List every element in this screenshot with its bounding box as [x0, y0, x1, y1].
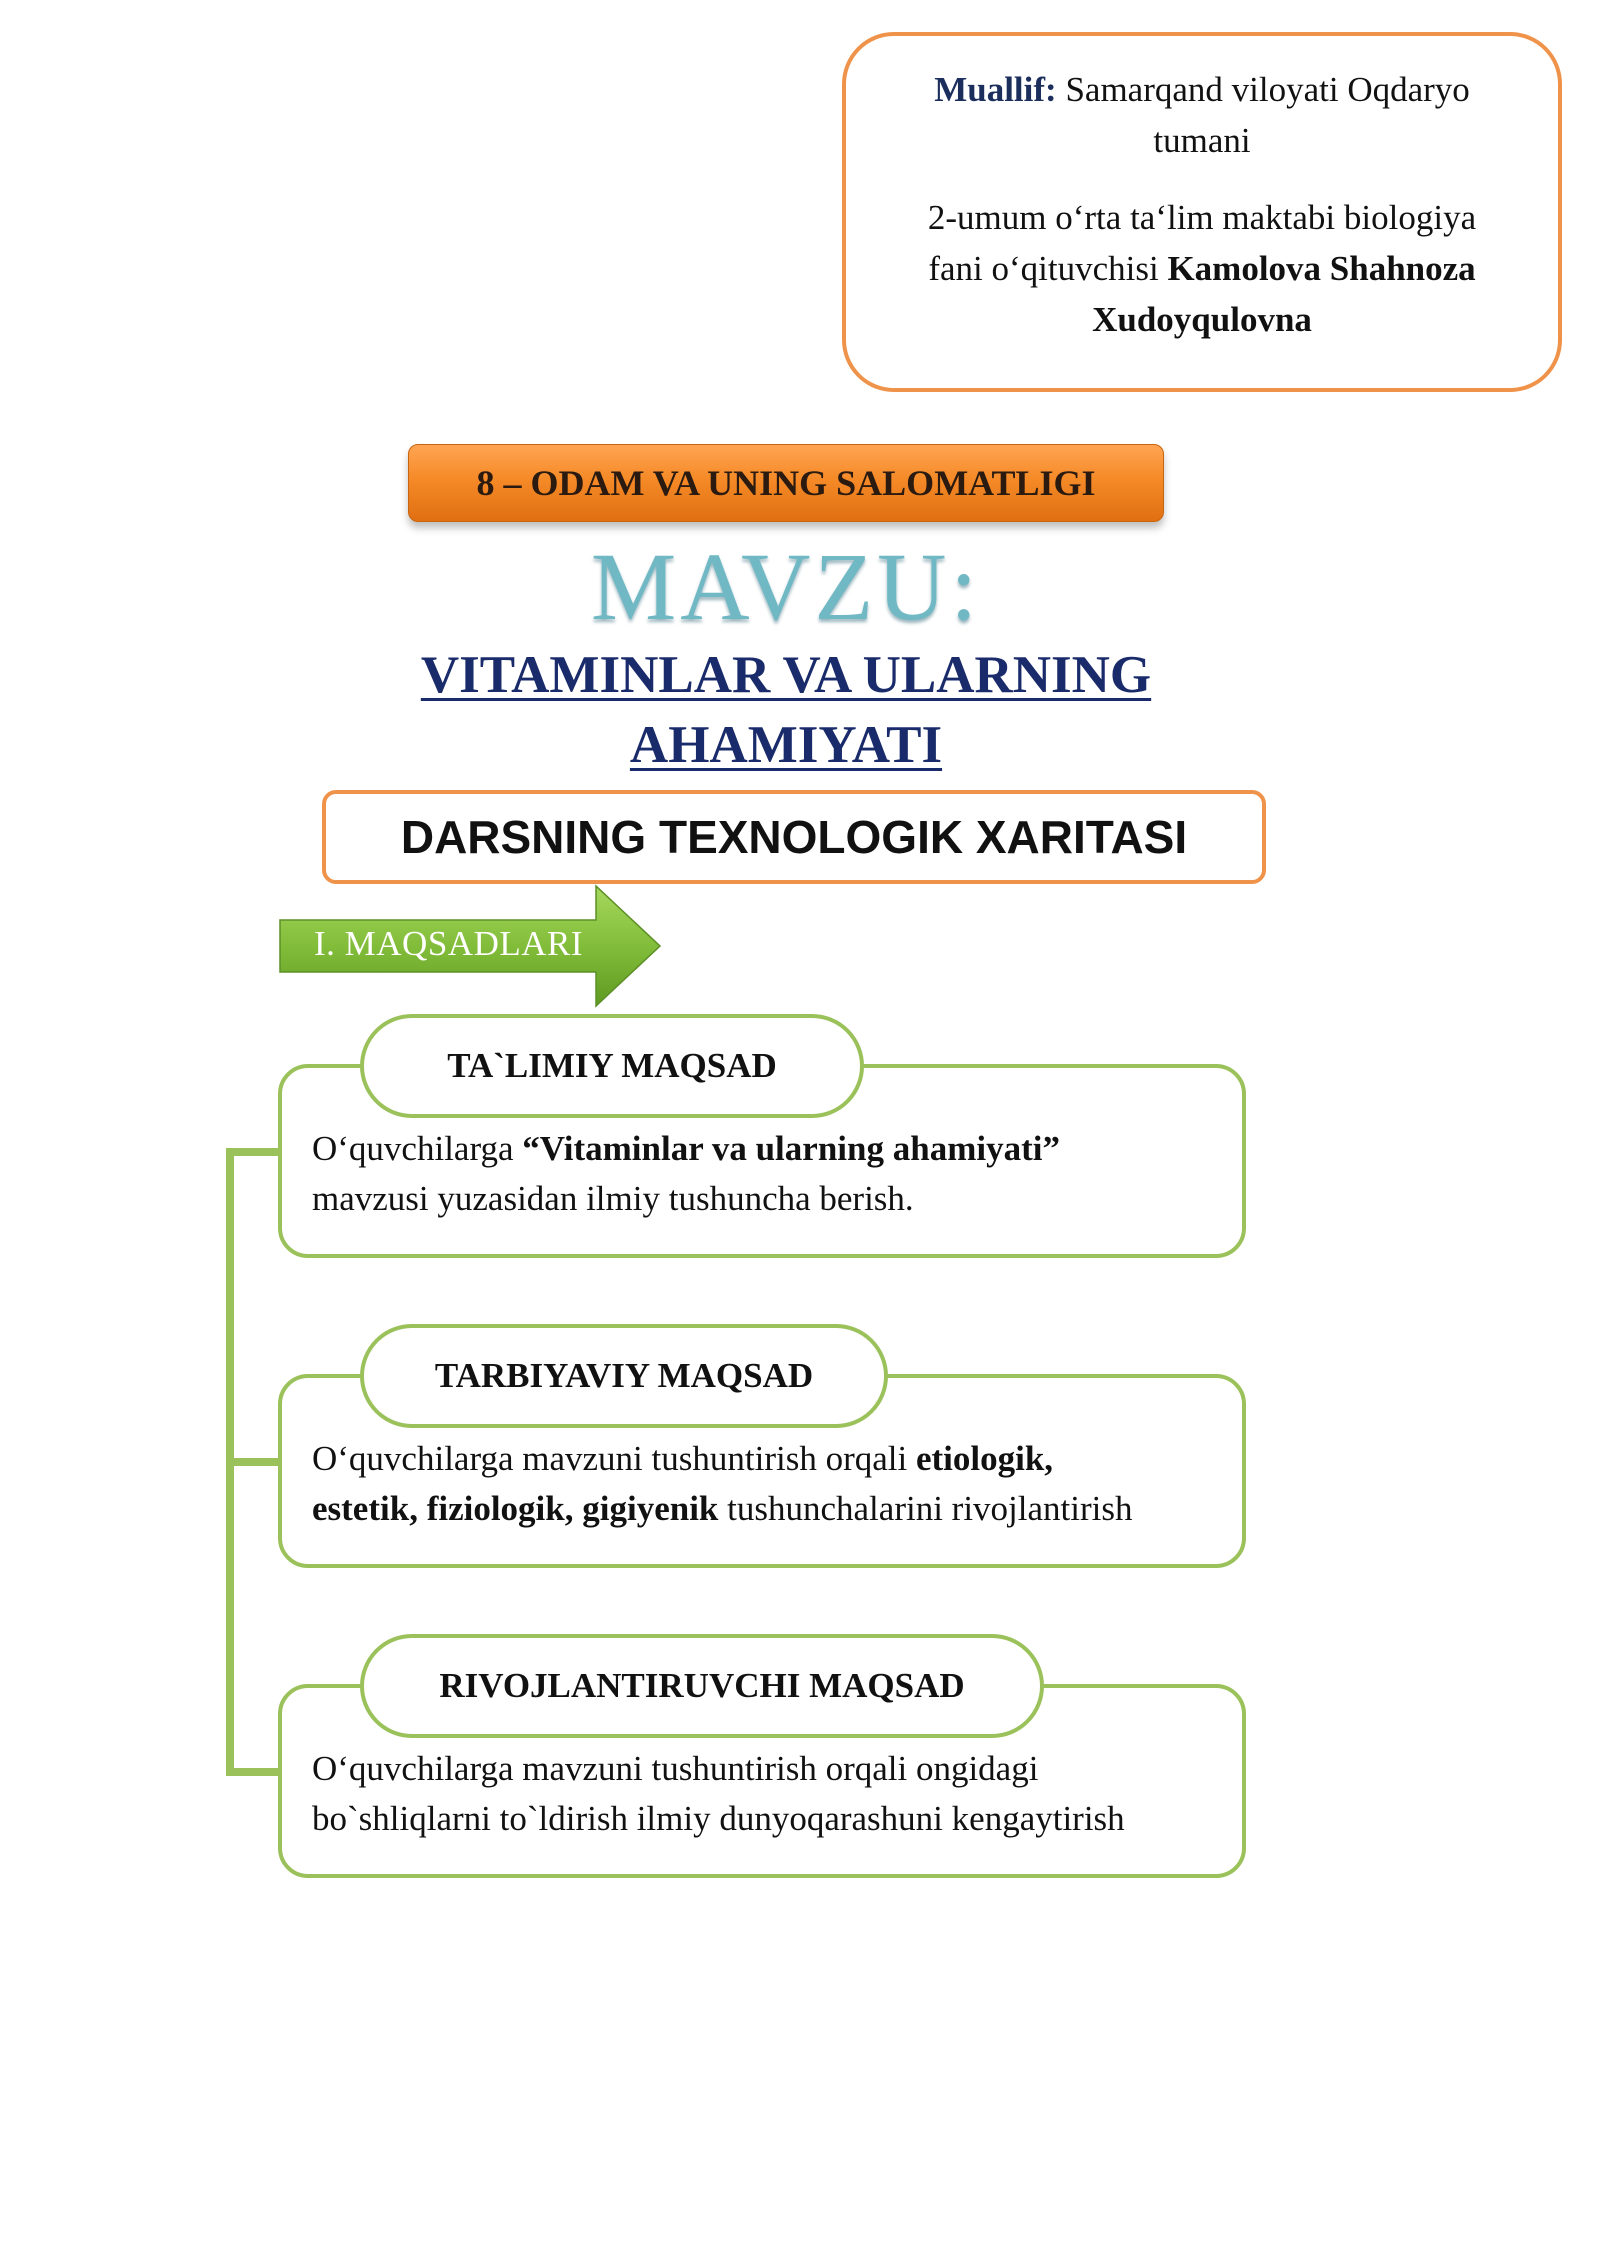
goal-text-prefix: O‘quvchilarga [312, 1129, 523, 1168]
goal-text-suffix: tushunchalarini rivojlantirish [718, 1489, 1133, 1528]
author-school: 2-umum o‘rta ta‘lim maktabi biologiya [927, 198, 1477, 237]
goal-text-rivojlantiruvchi [312, 1744, 1218, 1844]
goals-bracket-connector [0, 0, 300, 1800]
goal-text-tarbiyaviy [312, 1434, 1218, 1534]
author-role: fani o‘qituvchisi [928, 249, 1168, 288]
topic-title-line2: AHAMIYATI [629, 716, 943, 774]
author-location [886, 64, 1518, 115]
goal-title-talimiy: TA`LIMIY MAQSAD [360, 1014, 864, 1118]
goal-text-line2: bo`shliqlarni to`ldirish ilmiy dunyoqarashuni kengaytirish [312, 1799, 1125, 1838]
author-location-line2: tumani [1153, 121, 1251, 160]
goal-title-rivojlantiruvchi: RIVOJLANTIRUVCHI MAQSAD [360, 1634, 1044, 1738]
author-patronymic: Xudoyqulovna [1092, 300, 1312, 339]
author-name: Kamolova Shahnoza [1167, 249, 1476, 288]
goal-title-tarbiyaviy: TARBIYAVIY MAQSAD [360, 1324, 888, 1428]
section-arrow [278, 884, 664, 1008]
goal-text-talimiy [312, 1124, 1218, 1224]
author-info-box [842, 32, 1562, 392]
goal-text-prefix: O‘quvchilarga mavzuni tushuntirish orqali [312, 1439, 916, 1478]
author-label: Muallif: [934, 70, 1057, 109]
mavzu-heading: MAVZU: [590, 533, 982, 640]
goal-text-bold: etiologik, [915, 1439, 1054, 1478]
section-arrow-label: I. MAQSADLARI [314, 924, 583, 963]
tech-map-title: DARSNING TEXNOLOGIK XARITASI [322, 790, 1266, 884]
goal-text-bold: “Vitaminlar va ularning ahamiyati” [522, 1129, 1060, 1168]
grade-banner: 8 – ODAM VA UNING SALOMATLIGI [408, 444, 1164, 522]
goal-text-suffix: mavzusi yuzasidan ilmiy tushuncha berish. [312, 1179, 914, 1218]
topic-title-line1: VITAMINLAR VA ULARNING [420, 646, 1152, 704]
author-location-line1: Samarqand viloyati Oqdaryo [1056, 70, 1470, 109]
author-teacher [886, 243, 1518, 294]
goal-text-line1: O‘quvchilarga mavzuni tushuntirish orqali ongidagi [312, 1749, 1039, 1788]
goal-text-bold-2: estetik, fiziologik, gigiyenik [312, 1489, 719, 1528]
